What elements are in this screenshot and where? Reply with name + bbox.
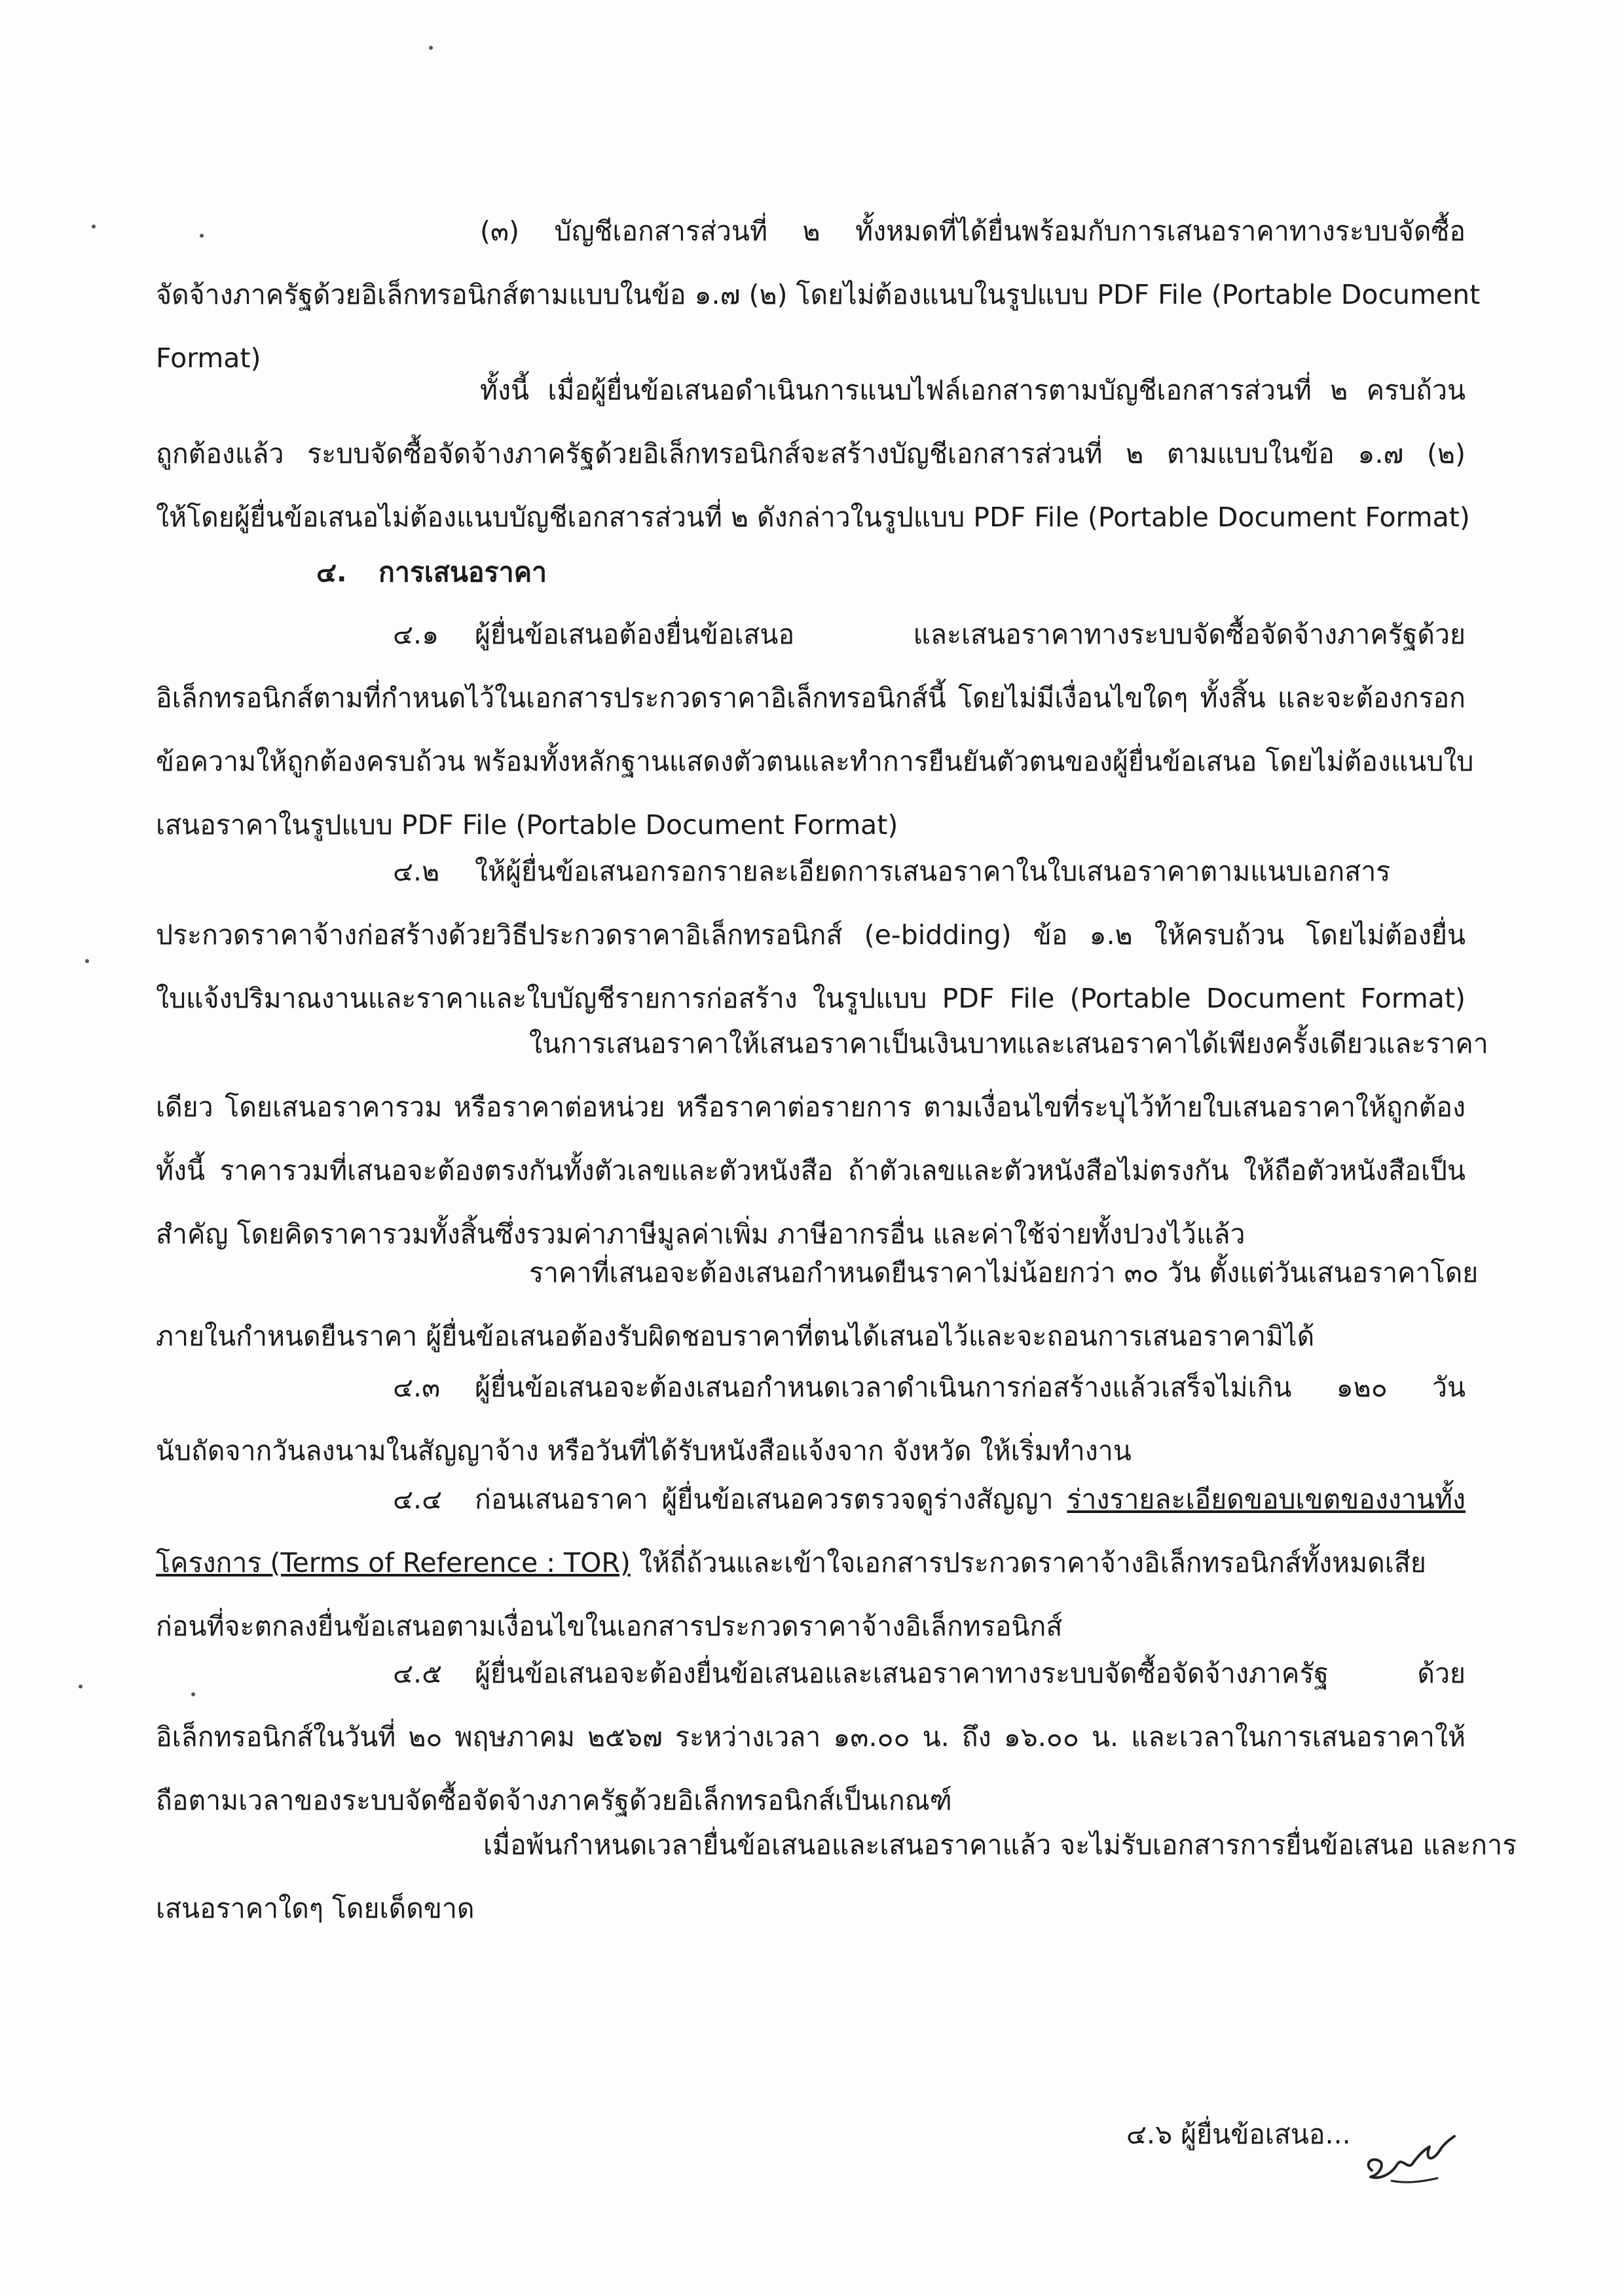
text-line: ให้ถี่ถ้วนและเข้าใจเอกสารประกวดราคาจ้างอิเล็กทรอนิกส์ทั้งหมดเสีย [630, 1547, 1426, 1578]
text-line: ให้โดยผู้ยื่นข้อเสนอไม่ต้องแนบบัญชีเอกสารส่วนที่ ๒ ดังกล่าวในรูปแบบ PDF File (Portable Document Format) [156, 501, 1470, 533]
scan-speck [92, 225, 96, 228]
paragraph-pricing [156, 1012, 1488, 1266]
clause-number: ๔.๔ [393, 1484, 443, 1515]
clause-number: ๔.๓ [393, 1372, 441, 1403]
text-line: ถือตามเวลาของระบบจัดซื้อจัดจ้างภาครัฐด้วยอิเล็กทรอนิกส์เป็นเกณฑ์ [156, 1785, 952, 1816]
section-heading [156, 541, 1466, 604]
tor-reference-underlined: โครงการ (Terms of Reference : TOR) [156, 1547, 631, 1578]
section-title: การเสนอราคา [378, 556, 547, 588]
clause-4-4 [156, 1468, 1466, 1658]
section-number: ๔. [316, 556, 347, 588]
text-line: อิเล็กทรอนิกส์ตามที่กำหนดไว้ในเอกสารประกวดราคาอิเล็กทรอนิกส์นี้ โดยไม่มีเงื่อนไขใดๆ ทั้งสิ้น และจะต้องกรอก [156, 682, 1466, 714]
text-line: ในการเสนอราคาให้เสนอราคาเป็นเงินบาทและเสนอราคาได้เพียงครั้งเดียวและราคา [529, 1028, 1488, 1059]
text-line: ก่อนที่จะตกลงยื่นข้อเสนอตามเงื่อนไขในเอกสารประกวดราคาจ้างอิเล็กทรอนิกส์ [156, 1611, 1063, 1642]
text-line: ให้ผู้ยื่นข้อเสนอกรอกรายละเอียดการเสนอราคาในใบเสนอราคาตามแนบเอกสาร [475, 856, 1391, 887]
clause-number: ๔.๒ [393, 856, 440, 887]
clause-number: ๔.๕ [393, 1658, 443, 1689]
text-line: ข้อความให้ถูกต้องครบถ้วน พร้อมทั้งหลักฐานแสดงตัวตนและทำการยืนยันตัวตนของผู้ยื่นข้อเสนอ โดยไม่ต้องแนบใบ [156, 746, 1474, 777]
text-line: อิเล็กทรอนิกส์ในวันที่ ๒๐ พฤษภาคม ๒๕๖๗ ระหว่างเวลา ๑๓.๐๐ น. ถึง ๑๖.๐๐ น. และเวลาในการเสนอราคาให้ [156, 1721, 1466, 1753]
text-line: ก่อนเสนอราคา ผู้ยื่นข้อเสนอควรตรวจดูร่างสัญญา [475, 1484, 1067, 1515]
clause-4-2 [156, 840, 1466, 1030]
text-line: Format) [156, 342, 261, 374]
text-line: ผู้ยื่นข้อเสนอต้องยื่นข้อเสนอ และเสนอราคาทางระบบจัดซื้อจัดจ้างภาครัฐด้วย [475, 619, 1466, 650]
text-line: สำคัญ โดยคิดราคารวมทั้งสิ้นซึ่งรวมค่าภาษีมูลค่าเพิ่ม ภาษีอากรอื่น และค่าใช้จ่ายทั้งปวงไว้แล้ว [156, 1218, 1246, 1250]
text-line: ประกวดราคาจ้างก่อสร้างด้วยวิธีประกวดราคาอิเล็กทรอนิกส์ (e-bidding) ข้อ ๑.๒ ให้ครบถ้วน โดยไม่ต้องยื่น [156, 919, 1466, 951]
tor-reference-underlined: ร่างรายละเอียดขอบเขตของงานทั้ง [1067, 1484, 1466, 1515]
clause-4-1 [156, 603, 1474, 857]
text-line: ราคาที่เสนอจะต้องเสนอกำหนดยืนราคาไม่น้อยกว่า ๓๐ วัน ตั้งแต่วันเสนอราคาโดย [529, 1257, 1479, 1288]
text-line: ใบแจ้งปริมาณงานและราคาและใบบัญชีรายการก่อสร้าง ในรูปแบบ PDF File (Portable Document Format) [156, 983, 1466, 1014]
paragraph-price-validity [156, 1241, 1479, 1368]
text-line: นับถัดจากวันลงนามในสัญญาจ้าง หรือวันที่ได้รับหนังสือแจ้งจาก จังหวัด ให้เริ่มทำงาน [156, 1435, 1132, 1467]
text-line: (๓) บัญชีเอกสารส่วนที่ ๒ ทั้งหมดที่ได้ยื่นพร้อมกับการเสนอราคาทางระบบจัดซื้อ [480, 215, 1466, 247]
text-line: ทั้งนี้ เมื่อผู้ยื่นข้อเสนอดำเนินการแนบไฟล์เอกสารตามบัญชีเอกสารส่วนที่ ๒ ครบถ้วน [480, 374, 1466, 406]
text-line: ภายในกำหนดยืนราคา ผู้ยื่นข้อเสนอต้องรับผิดชอบราคาที่ตนได้เสนอไว้และจะถอนการเสนอราคามิได้ [156, 1321, 1315, 1352]
text-line: เมื่อพ้นกำหนดเวลายื่นข้อเสนอและเสนอราคาแล้ว จะไม่รับเอกสารการยื่นข้อเสนอ และการ [483, 1829, 1517, 1861]
text-line: เสนอราคาใดๆ โดยเด็ดขาด [156, 1893, 475, 1924]
scan-speck [85, 959, 89, 963]
page-footer-continuation: ๔.๖ ผู้ยื่นข้อเสนอ... [1126, 2119, 1351, 2150]
text-line: ทั้งนี้ ราคารวมที่เสนอจะต้องตรงกันทั้งตัวเลขและตัวหนังสือ ถ้าตัวเลขและตัวหนังสือไม่ตรงกัน ให้ถือตัวหนังสือเป็น [156, 1155, 1466, 1186]
text-line: ถูกต้องแล้ว ระบบจัดซื้อจัดจ้างภาครัฐด้วยอิเล็กทรอนิกส์จะสร้างบัญชีเอกสารส่วนที่ ๒ ตามแบบในข้อ ๑.๗ (๒) [156, 438, 1466, 469]
text-line: ผู้ยื่นข้อเสนอจะต้องเสนอกำหนดเวลาดำเนินการก่อสร้างแล้วเสร็จไม่เกิน ๑๒๐ วัน [475, 1372, 1466, 1403]
scan-speck [79, 1685, 83, 1688]
text-line: เดียว โดยเสนอราคารวม หรือราคาต่อหน่วย หรือราคาต่อรายการ ตามเงื่อนไขที่ระบุไว้ท้ายใบเสนอราคาให้ถูกต้อง [156, 1091, 1466, 1123]
text-line: ผู้ยื่นข้อเสนอจะต้องยื่นข้อเสนอและเสนอราคาทางระบบจัดซื้อจัดจ้างภาครัฐ ด้วย [475, 1658, 1466, 1689]
clause-4-5 [156, 1642, 1466, 1832]
clause-number: ๔.๑ [393, 619, 439, 650]
scan-speck [429, 46, 433, 50]
clause-4-3 [156, 1356, 1466, 1483]
paragraph-deadline [156, 1813, 1517, 1941]
text-line: จัดจ้างภาครัฐด้วยอิเล็กทรอนิกส์ตามแบบในข้อ ๑.๗ (๒) โดยไม่ต้องแนบในรูปแบบ PDF File (Portable Document [156, 279, 1481, 310]
paragraph-note [156, 359, 1470, 549]
text-line: เสนอราคาในรูปแบบ PDF File (Portable Document Format) [156, 809, 898, 841]
signature-initials-icon [1359, 2124, 1457, 2187]
